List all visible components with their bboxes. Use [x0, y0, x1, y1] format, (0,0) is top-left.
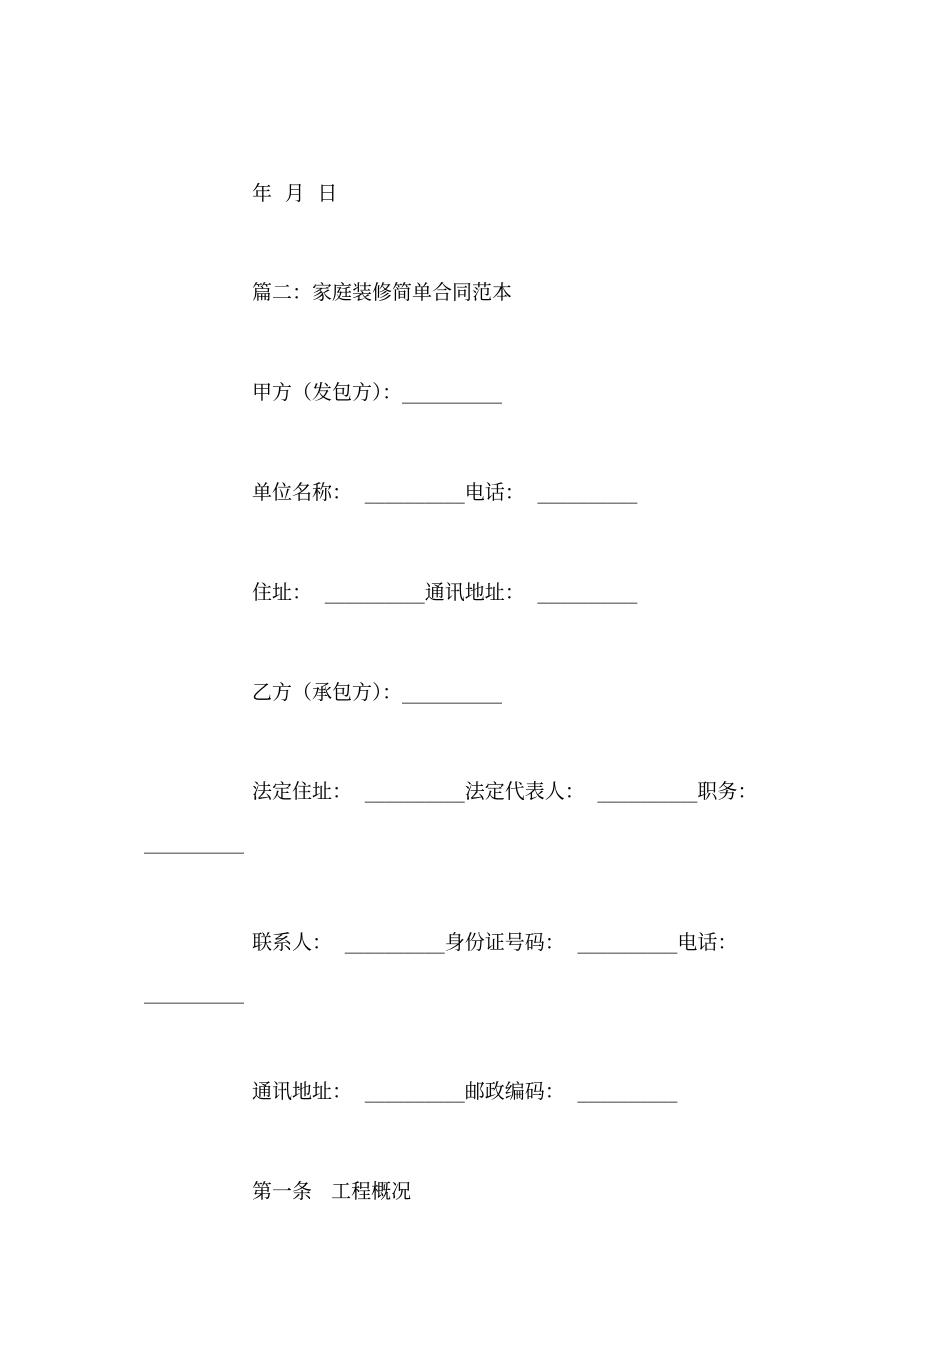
party-a-line: 甲方（发包方）：__________	[252, 380, 502, 404]
party-a-address-line: 住址： __________通讯地址： __________	[252, 580, 638, 604]
party-a-unit-phone-line: 单位名称： __________电话： __________	[252, 480, 638, 504]
party-b-contact-line: 联系人： __________身份证号码： __________电话：	[252, 930, 738, 954]
date-line: 年 月 日	[252, 181, 338, 205]
article-1-heading: 第一条 工程概况	[252, 1179, 412, 1203]
party-b-legal-continuation: __________	[144, 830, 244, 854]
party-b-contact-continuation: __________	[144, 980, 244, 1004]
section-title: 篇二：家庭装修简单合同范本	[252, 280, 512, 304]
party-b-legal-line: 法定住址： __________法定代表人： __________职务：	[252, 779, 758, 803]
party-b-line: 乙方（承包方）：__________	[252, 680, 502, 704]
party-b-mail-line: 通讯地址： __________邮政编码： __________	[252, 1079, 678, 1103]
